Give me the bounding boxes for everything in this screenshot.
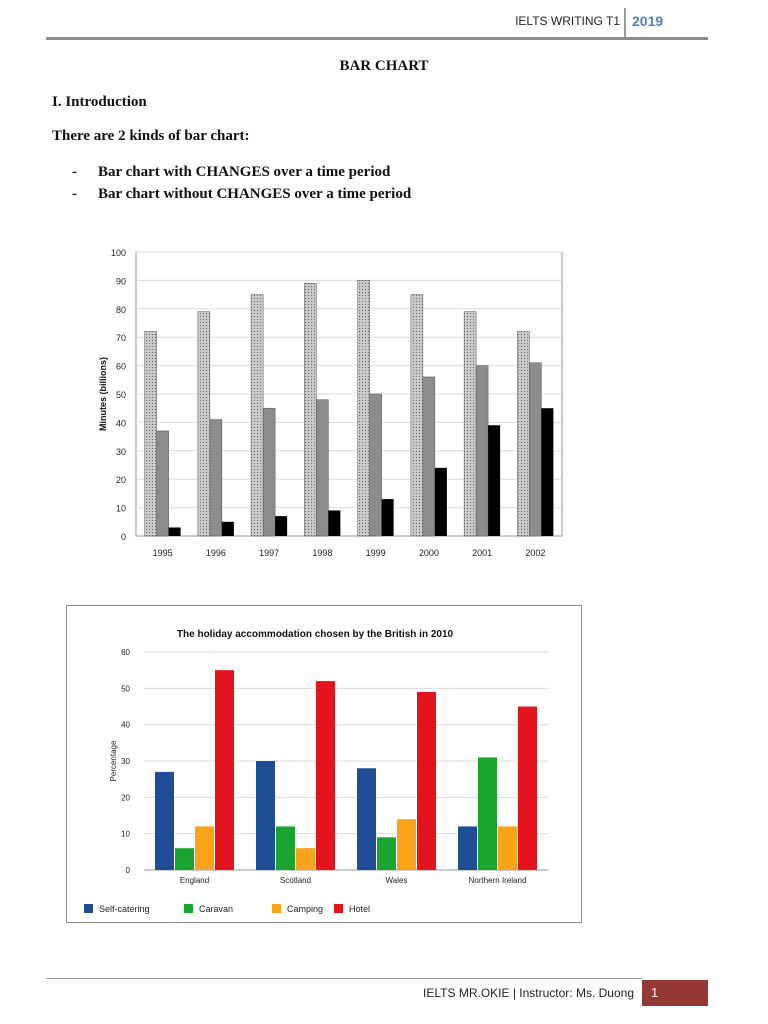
- y-tick-label: 60: [115, 361, 126, 372]
- footer-text: IELTS MR.OKIE | Instructor: Ms. Duong: [423, 986, 634, 1000]
- bullet-text: Bar chart without CHANGES over a time period: [98, 186, 412, 202]
- x-tick-label: 2002: [525, 548, 546, 558]
- x-tick-label: 1997: [259, 548, 280, 558]
- bar: [175, 848, 194, 870]
- bar: [195, 826, 214, 870]
- y-tick-label: 80: [115, 304, 126, 315]
- y-tick-label: 90: [115, 276, 126, 287]
- bar: [263, 408, 275, 536]
- y-tick-label: 100: [110, 248, 126, 258]
- x-tick-label: 1995: [152, 548, 173, 558]
- x-tick-label: 1996: [205, 548, 226, 558]
- legend-swatch: [334, 904, 343, 913]
- footer-rule: [46, 978, 642, 979]
- document-title: BAR CHART: [339, 58, 429, 74]
- legend-label: Hotel: [349, 904, 371, 914]
- bar: [251, 295, 263, 536]
- y-tick-label: 70: [115, 333, 126, 344]
- bar: [210, 420, 222, 536]
- legend-swatch: [84, 904, 93, 913]
- bullet-marker: -: [72, 164, 77, 180]
- y-tick-label: 10: [121, 829, 130, 839]
- bar: [397, 819, 416, 870]
- bar: [411, 295, 423, 536]
- legend-label: Camping: [287, 904, 324, 914]
- bar: [458, 826, 477, 870]
- bar: [498, 826, 517, 870]
- y-tick-label: 30: [115, 446, 126, 457]
- x-tick-label: 1999: [365, 548, 386, 558]
- bar: [169, 527, 181, 536]
- x-tick-label: Wales: [385, 876, 408, 885]
- bar: [423, 377, 435, 536]
- legend-swatch: [272, 904, 281, 913]
- bar: [358, 280, 370, 536]
- page-number-box: [642, 980, 708, 1006]
- bar: [377, 837, 396, 870]
- x-tick-label: 1998: [312, 548, 333, 558]
- bar: [275, 516, 287, 536]
- x-tick-label: Northern Ireland: [468, 876, 527, 885]
- bar: [215, 670, 234, 870]
- y-tick-label: 50: [115, 390, 126, 400]
- y-tick-label: 60: [121, 648, 130, 657]
- bullet-text: Bar chart with CHANGES over a time period: [98, 164, 391, 180]
- bullet-list: [72, 164, 411, 208]
- bar: [518, 707, 537, 871]
- y-tick-label: 10: [115, 503, 126, 514]
- x-tick-label: 2001: [472, 548, 493, 558]
- y-tick-label: 0: [125, 866, 130, 875]
- bar: [145, 332, 157, 536]
- header-rule: [46, 37, 708, 40]
- bar: [316, 681, 335, 870]
- bar: [276, 826, 295, 870]
- holiday-accommodation-chart: [66, 605, 582, 923]
- bar: [198, 312, 210, 536]
- bar: [476, 366, 488, 536]
- bar: [296, 848, 315, 870]
- y-tick-label: 50: [121, 684, 130, 694]
- bar: [517, 332, 529, 536]
- bar: [478, 757, 497, 870]
- bar: [435, 468, 447, 536]
- bar: [541, 408, 553, 536]
- legend-label: Caravan: [199, 904, 234, 914]
- bar: [155, 772, 174, 870]
- header-title: IELTS WRITING T1: [515, 14, 620, 28]
- y-tick-label: 0: [120, 532, 126, 542]
- bar: [316, 400, 328, 536]
- x-tick-label: 2000: [418, 548, 439, 558]
- y-tick-label: 30: [121, 757, 130, 766]
- header-year: 2019: [632, 13, 664, 29]
- bar: [529, 363, 541, 536]
- bullet-marker: -: [72, 186, 77, 202]
- section-heading: I. Introduction: [52, 94, 147, 110]
- bar: [357, 768, 376, 870]
- page-number: 1: [651, 985, 659, 1000]
- bar: [157, 431, 169, 536]
- y-axis-label: Minutes (billions): [98, 357, 108, 431]
- legend-swatch: [184, 904, 193, 913]
- bar: [222, 522, 234, 536]
- chart-title: The holiday accommodation chosen by the British in 2010: [176, 629, 454, 640]
- y-axis-label: Percentage: [109, 740, 118, 782]
- x-tick-label: England: [179, 876, 210, 885]
- bar: [488, 425, 500, 536]
- intro-sentence: There are 2 kinds of bar chart:: [52, 128, 250, 144]
- bar: [464, 312, 476, 536]
- legend-label: Self-catering: [99, 904, 150, 914]
- header-separator: [624, 8, 626, 40]
- bullet-item: [72, 164, 411, 186]
- bar: [328, 510, 340, 536]
- bar: [304, 283, 316, 536]
- y-tick-label: 40: [121, 720, 130, 730]
- y-tick-label: 40: [115, 418, 126, 429]
- bar: [417, 692, 436, 870]
- bar: [370, 394, 382, 536]
- x-tick-label: Scotland: [279, 876, 312, 885]
- y-tick-label: 20: [115, 475, 126, 486]
- minutes-bar-chart: [92, 238, 572, 570]
- bar: [382, 499, 394, 536]
- y-tick-label: 20: [121, 793, 130, 803]
- bullet-item: [72, 186, 411, 208]
- bar: [256, 761, 275, 870]
